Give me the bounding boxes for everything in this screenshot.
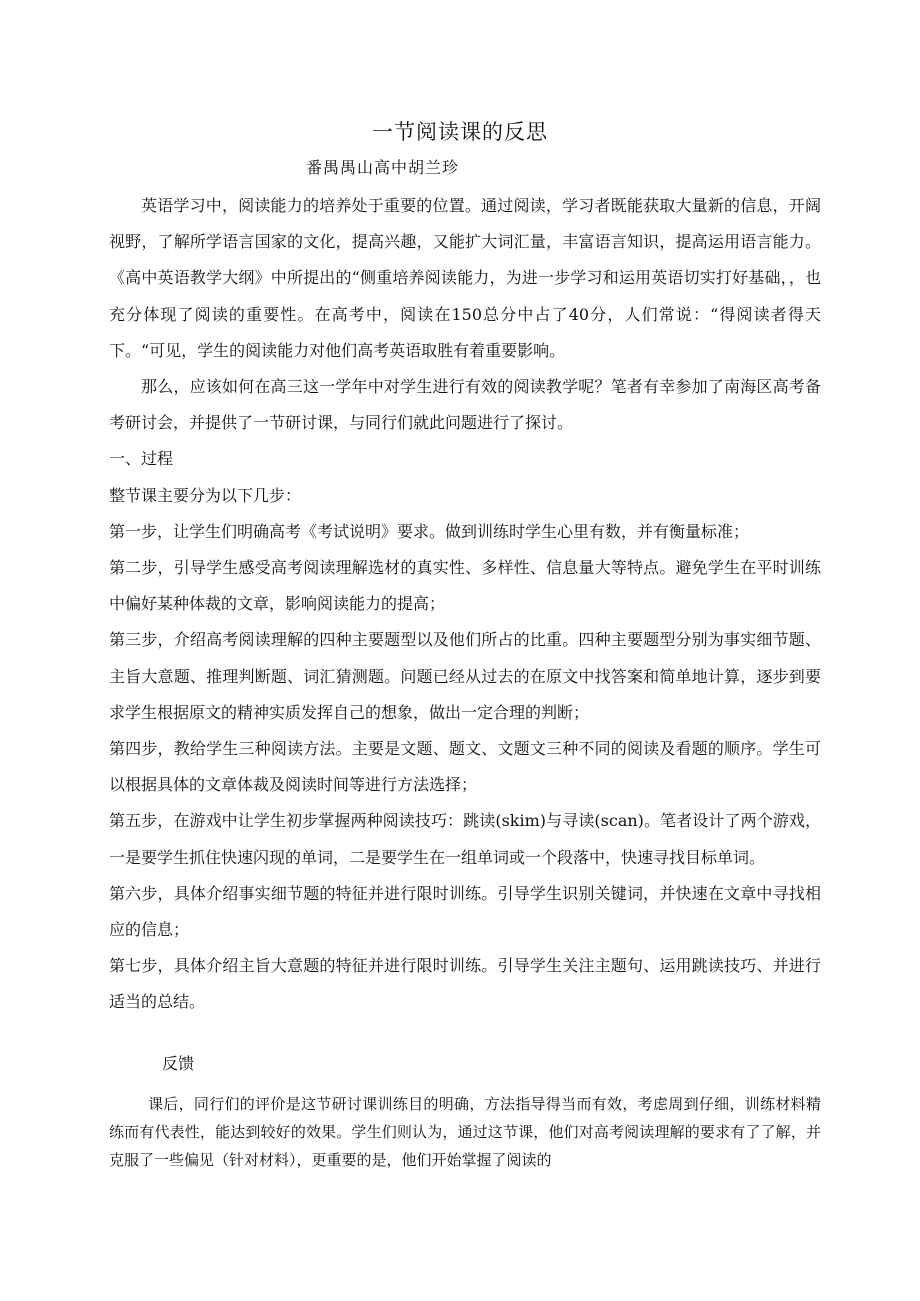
step-paragraph: 第六步，具体介绍事实细节题的特征并进行限时训练。引导学生识别关键词，并快速在文章中寻找相应的信息；	[109, 883, 821, 940]
intro-paragraph: 英语学习中，阅读能力的培养处于重要的位置。通过阅读，学习者既能获取大量新的信息，开阔视野，了解所学语言国家的文化，提高兴趣，又能扩大词汇量，丰富语言知识，提高运用语言能力。《高中英语教学大纲》中所提出的“侧重培养阅读能力，为进一步学习和运用英语切实打好基础，，也充分体现了阅读的重要性。在高考中，阅读在150总分中占了40分，人们常说：“得阅读者得天下。“可见，学生的阅读能力对他们高考英语取胜有着重要影响。	[109, 196, 821, 360]
step-paragraph: 第二步，引导学生感受高考阅读理解选材的真实性、多样性、信息量大等特点。避免学生在平时训练中偏好某种体裁的文章，影响阅读能力的提高；	[109, 558, 821, 614]
step-paragraph: 第一步，让学生们明确高考《考试说明》要求。做到训练时学生心里有数，并有衡量标准；	[109, 521, 750, 541]
intro-paragraph: 那么，应该如何在高三这一学年中对学生进行有效的阅读教学呢？笔者有幸参加了南海区高考备考研讨会，并提供了一节研讨课，与同行们就此问题进行了探讨。	[109, 377, 821, 433]
step-paragraph: 第三步，介绍高考阅读理解的四种主要题型以及他们所占的比重。四种主要题型分别为事实细节题、主旨大意题、推理判断题、词汇猜测题。问题已经从过去的在原文中找答案和简单地计算，逐步到要求学生根据原文的精神实质发挥自己的想象，做出一定合理的判断；	[109, 630, 821, 722]
feedback-section	[109, 1090, 821, 1174]
section-heading-feedback: 反馈	[162, 1054, 195, 1073]
steps-intro: 整节课主要分为以下几步：	[109, 485, 302, 505]
document-title: 一节阅读课的反思	[372, 120, 548, 144]
author-line: 番禺禺山高中胡兰珍	[306, 158, 460, 177]
feedback-paragraph: 课后，同行们的评价是这节研讨课训练目的明确，方法指导得当而有效，考虑周到仔细，训练材料精练而有代表性，能达到较好的效果。学生们则认为，通过这节课，他们对高考阅读理解的要求有了了解，并克服了一些偏见（针对材料），更重要的是，他们开始掌握了阅读的	[109, 1095, 821, 1169]
step-paragraph: 第四步，教给学生三种阅读方法。主要是文题、题文、文题文三种不同的阅读及看题的顺序。学生可以根据具体的文章体裁及阅读时间等进行方法选择；	[109, 739, 821, 795]
step-paragraph: 第五步，在游戏中让学生初步掌握两种阅读技巧：跳读(skim)与寻读(scan)。笔者设计了两个游戏，一是要学生抓住快速闪现的单词，二是要学生在一组单词或一个段落中，快速寻找目标单词。	[109, 811, 821, 867]
document-body	[109, 188, 821, 1021]
step-paragraph: 第七步，具体介绍主旨大意题的特征并进行限时训练。引导学生关注主题句、运用跳读技巧、并进行适当的总结。	[109, 956, 821, 1012]
section-heading-process: 一、过程	[109, 449, 174, 469]
